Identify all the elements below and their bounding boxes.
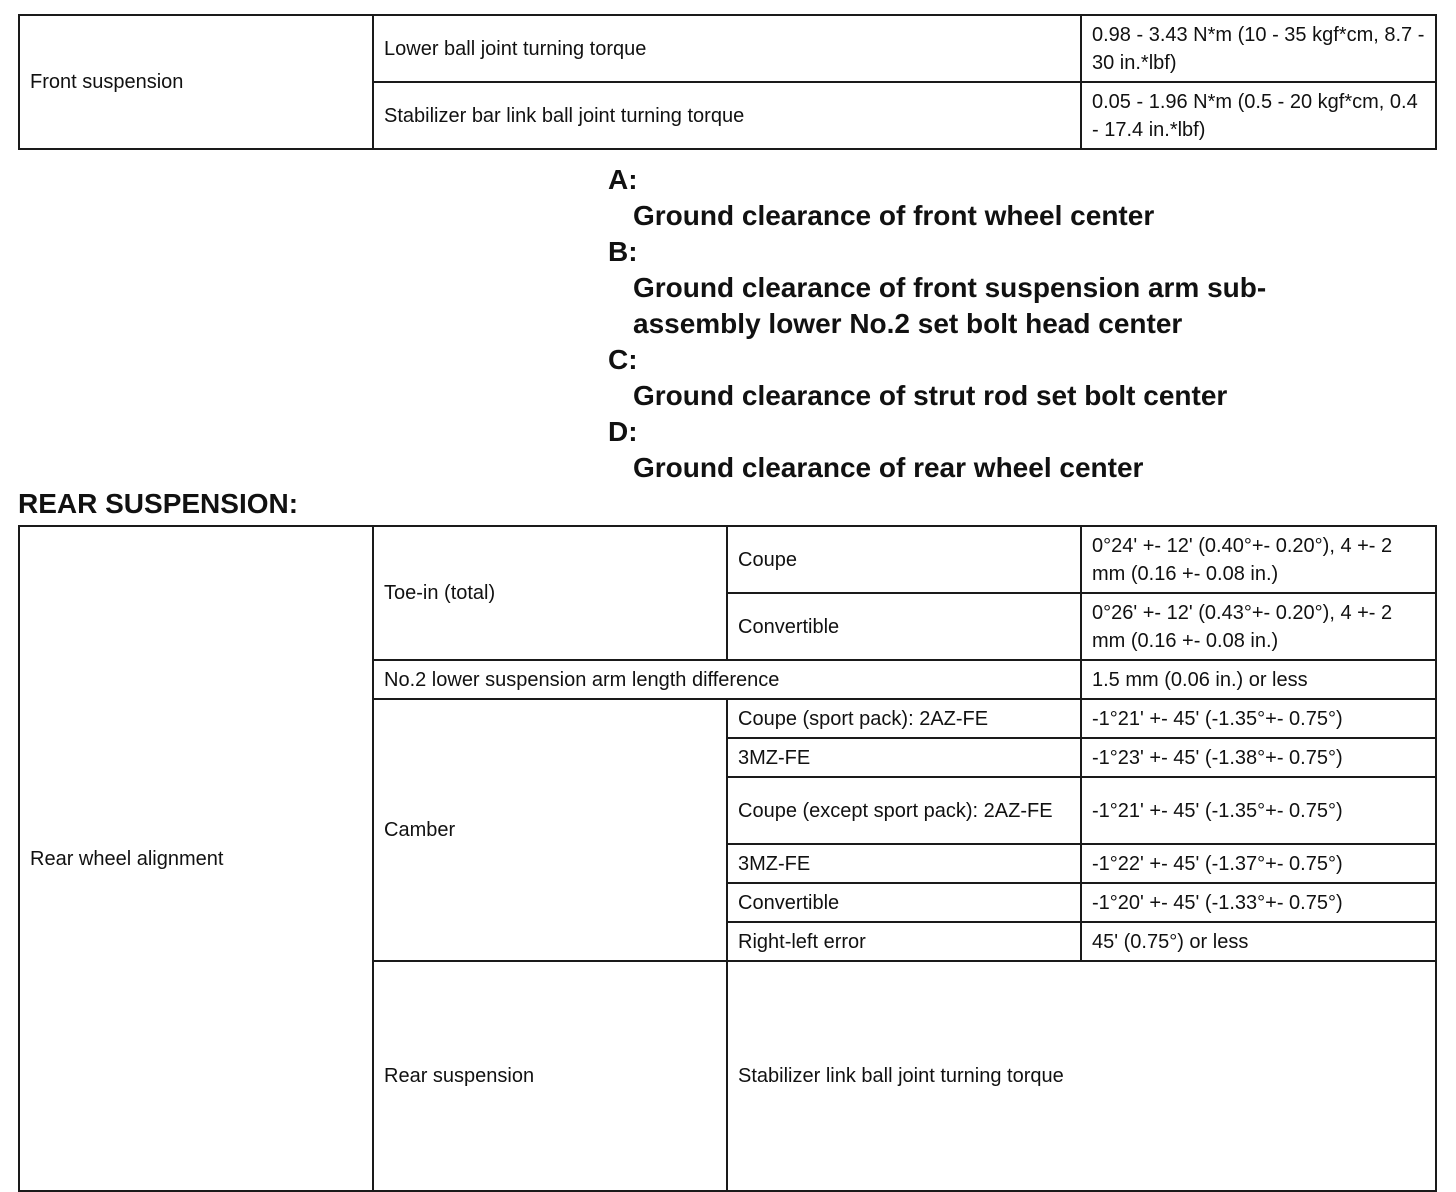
spec-value-cell: 45' (0.75°) or less — [1081, 922, 1436, 961]
spec-value-cell: -1°22' +- 45' (-1.37°+- 0.75°) — [1081, 844, 1436, 883]
rear-suspension-group-cell: Rear suspension — [373, 961, 727, 1191]
legend-description: Ground clearance of front suspension arm sub-assembly lower No.2 set bolt head center — [633, 272, 1267, 339]
table-row — [19, 526, 1436, 593]
spec-value-cell: 0.98 - 3.43 N*m (10 - 35 kgf*cm, 8.7 - 30 in.*lbf) — [1081, 15, 1436, 82]
spec-value-cell: 0°24' +- 12' (0.40°+- 0.20°), 4 +- 2 mm (0.16 +- 0.08 in.) — [1081, 526, 1436, 593]
legend-key: B: — [608, 236, 638, 267]
variant-cell: Coupe — [727, 526, 1081, 593]
legend-description: Ground clearance of rear wheel center — [633, 452, 1144, 483]
spec-item-cell: No.2 lower suspension arm length difference — [373, 660, 1081, 699]
variant-cell: Convertible — [727, 883, 1081, 922]
legend-entry-c — [608, 342, 1368, 414]
variant-cell: 3MZ-FE — [727, 738, 1081, 777]
spec-value-cell: 1.5 mm (0.06 in.) or less — [1081, 660, 1436, 699]
legend-entry-a — [608, 162, 1368, 234]
spec-item-cell: Lower ball joint turning torque — [373, 15, 1081, 82]
legend-description: Ground clearance of front wheel center — [633, 200, 1155, 231]
legend-key: C: — [608, 344, 638, 375]
front-suspension-table — [18, 14, 1437, 150]
spec-value-cell: 0.05 - 1.96 N*m (0.5 - 20 kgf*cm, 0.4 - 17.4 in.*lbf) — [1081, 82, 1436, 149]
spec-value-cell: -1°21' +- 45' (-1.35°+- 0.75°) — [1081, 699, 1436, 738]
legend-description: Ground clearance of strut rod set bolt center — [633, 380, 1228, 411]
variant-cell: Right-left error — [727, 922, 1081, 961]
rear-suspension-table — [18, 525, 1437, 1192]
spec-item-cell: Stabilizer bar link ball joint turning torque — [373, 82, 1081, 149]
table-row — [19, 15, 1436, 82]
spec-value-cell: -1°23' +- 45' (-1.38°+- 0.75°) — [1081, 738, 1436, 777]
front-suspension-group-cell: Front suspension — [19, 15, 373, 149]
variant-cell: 3MZ-FE — [727, 844, 1081, 883]
measurement-legend — [608, 162, 1368, 486]
spec-value-cell: 0°26' +- 12' (0.43°+- 0.20°), 4 +- 2 mm (0.16 +- 0.08 in.) — [1081, 593, 1436, 660]
variant-cell: Convertible — [727, 593, 1081, 660]
spec-value-cell: -1°21' +- 45' (-1.35°+- 0.75°) — [1081, 777, 1436, 844]
variant-cell: Coupe (sport pack): 2AZ-FE — [727, 699, 1081, 738]
toe-in-label-cell: Toe-in (total) — [373, 526, 727, 660]
spec-item-cell: Stabilizer link ball joint turning torque — [727, 961, 1436, 1191]
legend-entry-d — [608, 414, 1368, 486]
legend-entry-b — [608, 234, 1368, 342]
section-heading: REAR SUSPENSION: — [18, 488, 299, 519]
camber-label-cell: Camber — [373, 699, 727, 961]
legend-key: D: — [608, 416, 638, 447]
legend-key: A: — [608, 164, 638, 195]
variant-cell: Coupe (except sport pack): 2AZ-FE — [727, 777, 1081, 844]
spec-value-cell: -1°20' +- 45' (-1.33°+- 0.75°) — [1081, 883, 1436, 922]
rear-wheel-alignment-group-cell: Rear wheel alignment — [19, 526, 373, 1191]
